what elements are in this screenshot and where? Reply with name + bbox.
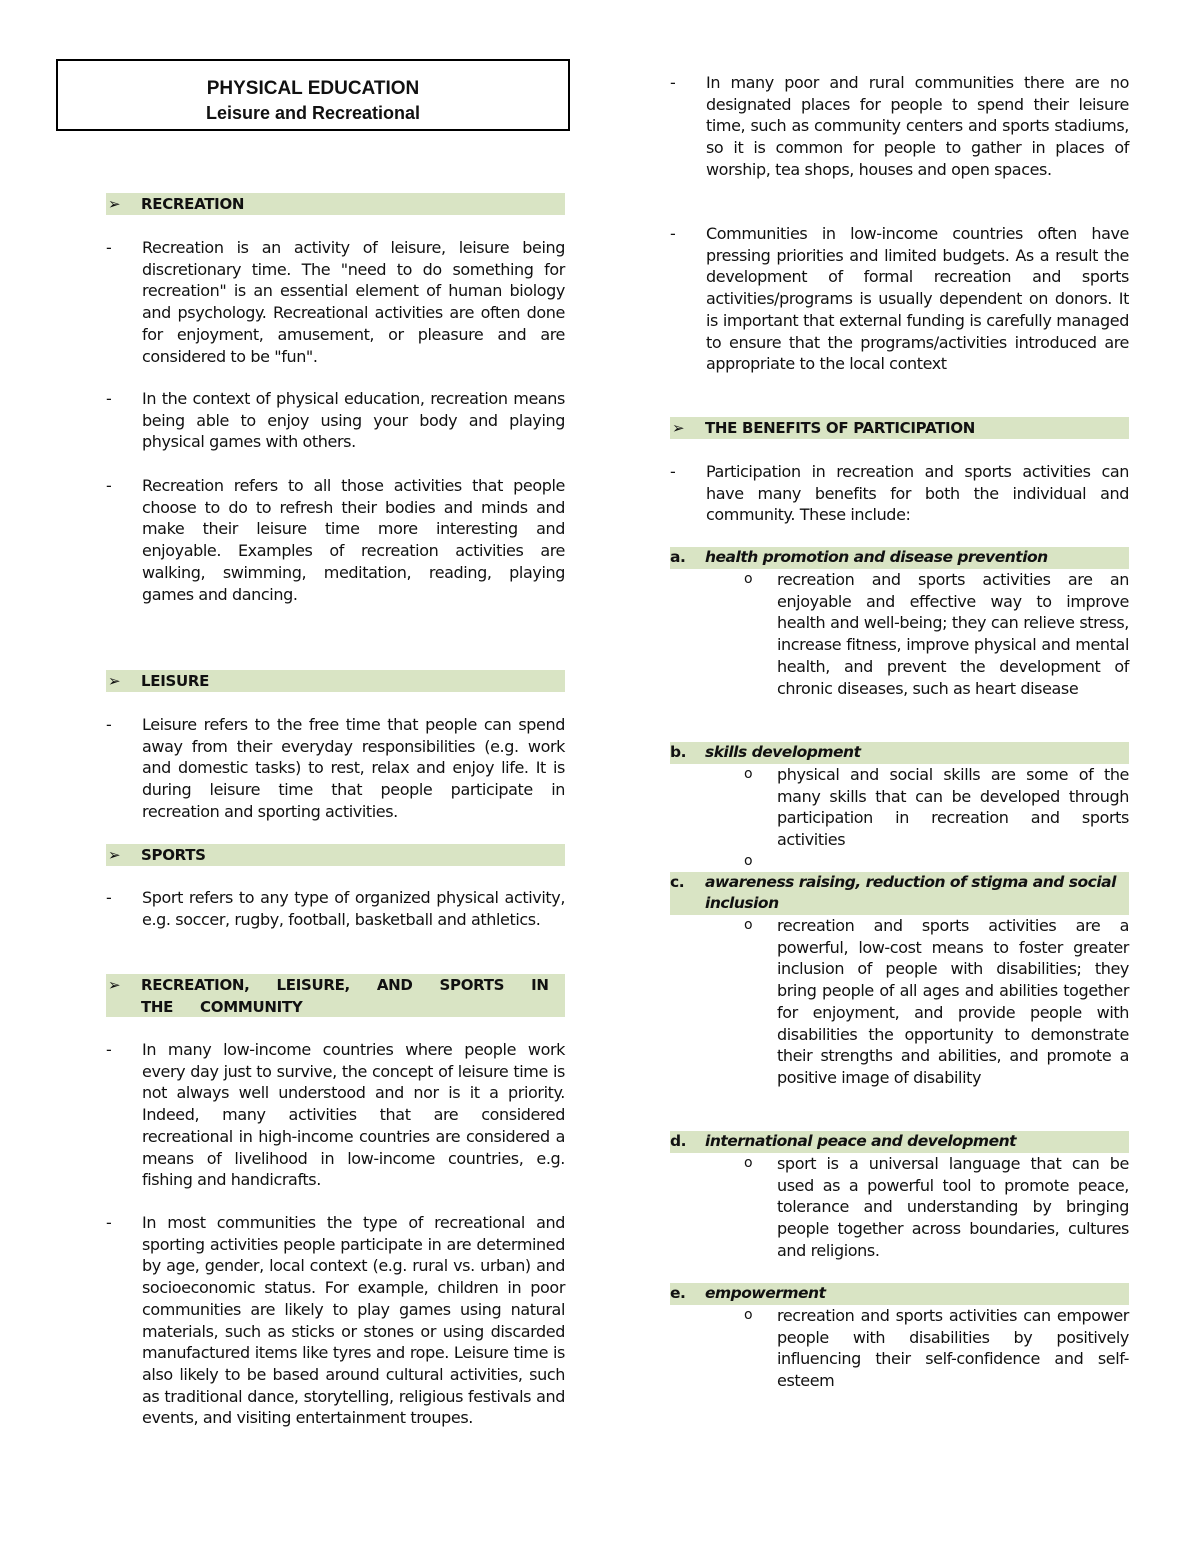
paragraph: - In many poor and rural communities there are no designated places for people to spend their leisure time, such as community centers and sports stadiums, so it is common for people to gather in places of worship, tea shops, houses and open spaces. [670,73,1129,179]
page-subtitle: Leisure and Recreational [205,103,421,123]
paragraph: - Communities in low-income countries often have pressing priorities and limited budgets. As a result the development of formal recreation and sports activities/programs is usually dependent on donors. It is important that external funding is carefully managed to ensure that the programs/activities introduced are appropriate to the local context [670,224,1129,374]
circle-bullet-icon: o [744,1155,753,1171]
benefit-heading-a: a. health promotion and disease prevention [670,547,1129,569]
arrow-bullet-icon: ➢ [108,195,121,213]
section-heading-benefits: ➢ THE BENEFITS OF PARTICIPATION [670,417,1129,439]
arrow-bullet-icon: ➢ [108,846,121,864]
benefit-heading-d: d. international peace and development [670,1131,1129,1153]
paragraph: - In many low-income countries where people work every day just to survive, the concept of leisure time is not always well understood and nor is it a priority. Indeed, many activities that are considered recreational in high-income countries are considered a means of livelihood in low-income countries, e.g. fishing and handicrafts. [106,1040,565,1190]
paragraph: - Sport refers to any type of organized physical activity, e.g. soccer, rugby, football, basketball and athletics. [106,888,565,929]
arrow-bullet-icon: ➢ [672,419,685,437]
benefit-heading-b: b. skills development [670,742,1129,764]
benefit-heading-e: e. empowerment [670,1283,1129,1305]
circle-bullet-icon: o [744,1307,753,1323]
title-box [56,59,570,131]
benefit-heading-c: c. awareness raising, reduction of stigma and social inclusion [670,872,1129,915]
section-heading-recreation: ➢ RECREATION [106,193,565,215]
benefit-text-a: o recreation and sports activities are an enjoyable and effective way to improve health and well-being; they can relieve stress, increase fitness, improve physical and mental health, and prevent the development of chronic diseases, such as heart disease [744,570,1129,698]
empty-bullet-icon: o [744,853,753,869]
paragraph: - Recreation is an activity of leisure, leisure being discretionary time. The "need to do something for recreation" is an essential element of human biology and psychology. Recreational activities are often done for enjoyment, amusement, or pleasure and are considered to be "fun". [106,238,565,366]
circle-bullet-icon: o [744,766,753,782]
section-heading-community: ➢ RECREATION, LEISURE, AND SPORTS IN THE COMMUNITY [106,974,565,1017]
arrow-bullet-icon: ➢ [108,672,121,690]
section-heading-sports: ➢ SPORTS [106,844,565,866]
paragraph: - In the context of physical education, recreation means being able to enjoy using your body and playing physical games with others. [106,389,565,452]
section-heading-leisure: ➢ LEISURE [106,670,565,692]
paragraph: - In most communities the type of recreational and sporting activities people participate in are determined by age, gender, local context (e.g. rural vs. urban) and socioeconomic status. For example, children in poor communities are likely to play games using natural materials, such as sticks or stones or using discarded manufactured items like tyres and rope. Leisure time is also likely to be based around cultural activities, such as traditional dance, storytelling, religious festivals and events, and visiting entertainment troupes. [106,1213,565,1428]
arrow-bullet-icon: ➢ [108,976,121,994]
paragraph: - Recreation refers to all those activities that people choose to do to refresh their bodies and minds and make their leisure time more interesting and enjoyable. Examples of recreation activities are walking, swimming, meditation, reading, playing games and dancing. [106,476,565,604]
benefit-text-b: o physical and social skills are some of the many skills that can be developed through participation in recreation and sports activities [744,765,1129,850]
page-title: PHYSICAL EDUCATION [206,78,420,99]
circle-bullet-icon: o [744,571,753,587]
circle-bullet-icon: o [744,917,753,933]
benefit-text-d: o sport is a universal language that can be used as a powerful tool to promote peace, tolerance and understanding by bringing people together across boundaries, cultures and religions. [744,1154,1129,1260]
benefit-text-c: o recreation and sports activities are a powerful, low-cost means to foster greater inclusion of people with disabilities; they bring people of all ages and abilities together for enjoyment, and provide people with disabilities the opportunity to demonstrate their strengths and abilities, and promote a positive image of disability [744,916,1129,1087]
benefit-text-e: o recreation and sports activities can empower people with disabilities by positively influencing their self-confidence and self-esteem [744,1306,1129,1391]
paragraph: - Participation in recreation and sports activities can have many benefits for both the individual and community. These include: [670,462,1129,525]
paragraph: - Leisure refers to the free time that people can spend away from their everyday responsibilities (e.g. work and domestic tasks) to rest, relax and enjoy life. It is during leisure time that people participate in recreation and sporting activities. [106,715,565,821]
